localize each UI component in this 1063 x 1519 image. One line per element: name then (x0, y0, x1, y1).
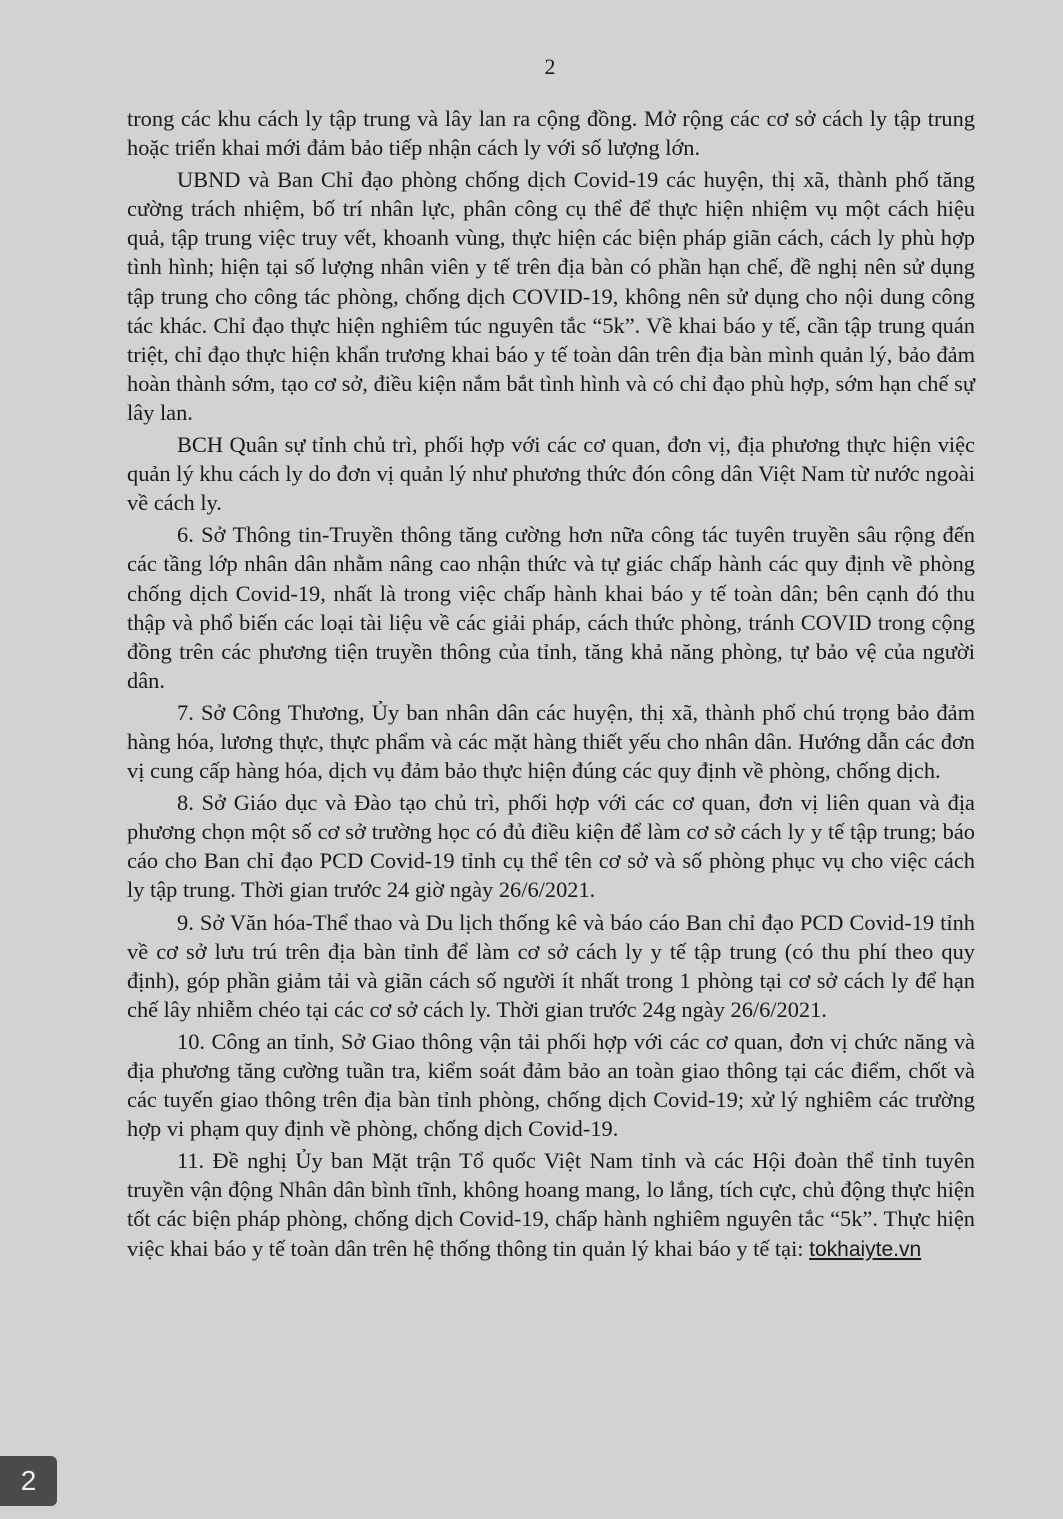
paragraph-item-9: 9. Sở Văn hóa-Thể thao và Du lịch thống kê và báo cáo Ban chỉ đạo PCD Covid-19 tỉnh về cơ sở lưu trú trên địa bàn tỉnh để làm cơ sở cách ly y tế tập trung (có thu phí theo quy định), góp phần giảm tải và giãn cách số người ít nhất trong 1 phòng tại cơ sở cách ly để hạn chế lây nhiễm chéo tại các cơ sở cách ly. Thời gian trước 24g ngày 26/6/2021. (127, 909, 975, 1022)
tokhaiyte-link[interactable]: tokhaiyte.vn (809, 1237, 922, 1261)
document-body (127, 104, 975, 1267)
paragraph-ubnd: UBND và Ban Chỉ đạo phòng chống dịch Covid-19 các huyện, thị xã, thành phố tăng cường trách nhiệm, bố trí nhân lực, phân công cụ thể để thực hiện nhiệm vụ một cách hiệu quả, tập trung việc truy vết, khoanh vùng, thực hiện các biện pháp giãn cách, cách ly phù hợp tình hình; hiện tại số lượng nhân viên y tế trên địa bàn có phần hạn chế, đề nghị nên sử dụng tập trung cho công tác phòng, chống dịch COVID-19, không nên sử dụng cho nội dung công tác khác. Chỉ đạo thực hiện nghiêm túc nguyên tắc “5k”. Về khai báo y tế, cần tập trung quán triệt, chỉ đạo thực hiện khẩn trương khai báo y tế toàn dân trên địa bàn mình quản lý, bảo đảm hoàn thành sớm, tạo cơ sở, điều kiện nắm bắt tình hình và có chỉ đạo phù hợp, sớm hạn chế sự lây lan. (127, 167, 975, 425)
paragraph-item-11-text: 11. Đề nghị Ủy ban Mặt trận Tổ quốc Việt Nam tỉnh và các Hội đoàn thể tỉnh tuyên truyền vận động Nhân dân bình tĩnh, không hoang mang, lo lắng, tích cực, chủ động thực hiện tốt các biện pháp phòng, chống dịch Covid-19, chấp hành nghiêm nguyên tắc “5k”. Thực hiện việc khai báo y tế toàn dân trên hệ thống thông tin quản lý khai báo y tế tại: (127, 1148, 975, 1261)
paragraph-item-10: 10. Công an tỉnh, Sở Giao thông vận tải phối hợp với các cơ quan, đơn vị chức năng và địa phương tăng cường tuần tra, kiểm soát đảm bảo an toàn giao thông tại các điểm, chốt và các tuyến giao thông trên địa bàn tỉnh phòng, chống dịch Covid-19; xử lý nghiêm các trường hợp vi phạm quy định về phòng, chống dịch Covid-19. (127, 1028, 975, 1142)
paragraph-bch-quan-su: BCH Quân sự tỉnh chủ trì, phối hợp với các cơ quan, đơn vị, địa phương thực hiện việc quản lý khu cách ly do đơn vị quản lý như phương thức đón công dân Việt Nam từ nước ngoài về cách ly. (127, 432, 975, 516)
paragraph-item-6: 6. Sở Thông tin-Truyền thông tăng cường hơn nữa công tác tuyên truyền sâu rộng đến các tầng lớp nhân dân nhằm nâng cao nhận thức và tự giác chấp hành các quy định về phòng chống dịch Covid-19, nhất là trong việc chấp hành khai báo y tế toàn dân; bên cạnh đó thu thập và phổ biến các loại tài liệu về các giải pháp, cách thức phòng, tránh COVID trong cộng đồng trên các phương tiện truyền thông của tỉnh, tăng khả năng phòng, tự bảo vệ của người dân. (127, 522, 975, 693)
page-number-top: 2 (544, 54, 556, 79)
paragraph-item-11 (127, 1146, 975, 1263)
paragraph-continuation: trong các khu cách ly tập trung và lây lan ra cộng đồng. Mở rộng các cơ sở cách ly tập trung hoặc triển khai mới đảm bảo tiếp nhận cách ly với số lượng lớn. (127, 106, 975, 161)
page-indicator-badge[interactable]: 2 (0, 1456, 57, 1506)
paragraph-item-8: 8. Sở Giáo dục và Đào tạo chủ trì, phối hợp với các cơ quan, đơn vị liên quan và địa phương chọn một số cơ sở trường học có đủ điều kiện để làm cơ sở cách ly y tế tập trung; báo cáo cho Ban chỉ đạo PCD Covid-19 tỉnh cụ thể tên cơ sở và số phòng phục vụ cho việc cách ly tập trung. Thời gian trước 24 giờ ngày 26/6/2021. (127, 790, 975, 903)
paragraph-item-7: 7. Sở Công Thương, Ủy ban nhân dân các huyện, thị xã, thành phố chú trọng bảo đảm hàng hóa, lương thực, thực phẩm và các mặt hàng thiết yếu cho nhân dân. Hướng dẫn các đơn vị cung cấp hàng hóa, dịch vụ đảm bảo thực hiện đúng các quy định về phòng, chống dịch. (127, 699, 975, 784)
